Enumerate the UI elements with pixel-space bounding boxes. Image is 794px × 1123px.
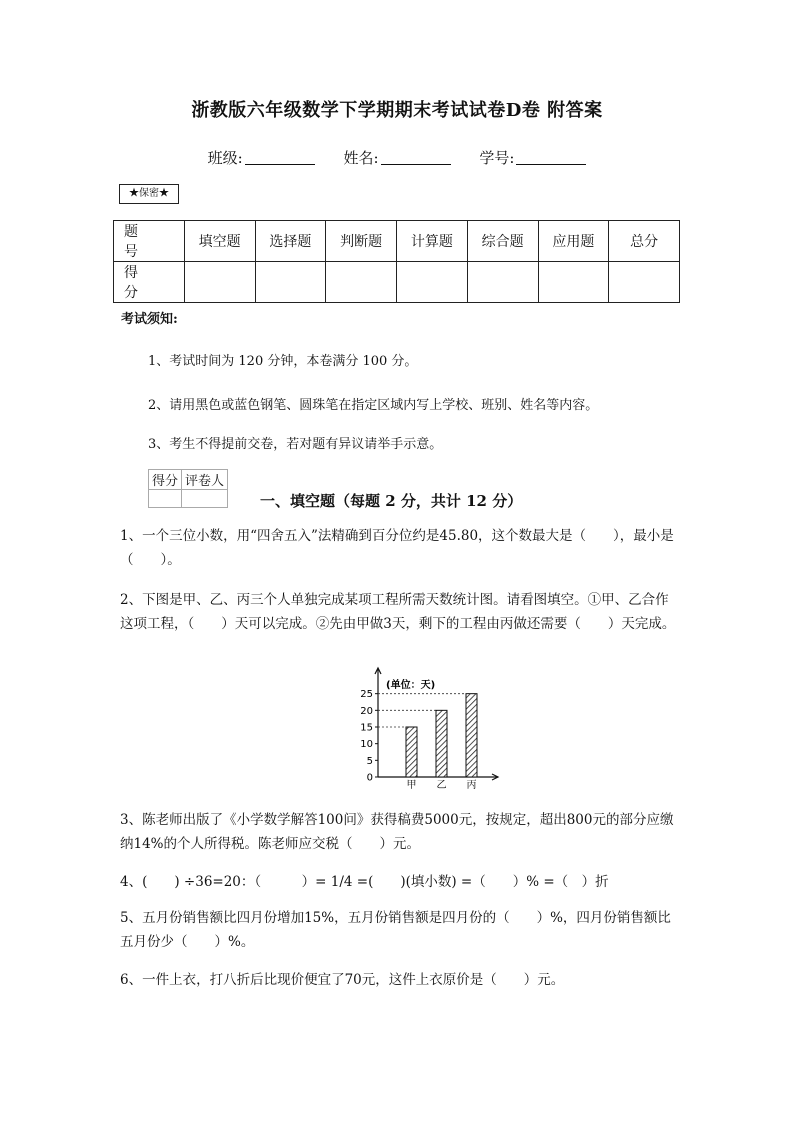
grader-reviewer-cell[interactable]: [182, 490, 228, 508]
score-table-score-row: [114, 262, 680, 303]
notice-item: 3、考生不得提前交卷，若对题有异议请举手示意。: [148, 437, 443, 452]
grader-score-cell[interactable]: [149, 490, 182, 508]
score-header-cell: 总分: [609, 221, 680, 262]
score-header-cell: 判断题: [326, 221, 397, 262]
grader-score-label: 得分: [149, 470, 182, 490]
days-bar-chart: [340, 665, 510, 795]
score-header-cell: 题 号: [114, 221, 185, 262]
grader-box: [148, 469, 228, 508]
bar-乙: [436, 710, 447, 777]
score-cell[interactable]: [538, 262, 609, 303]
x-tick-label: 甲: [406, 780, 417, 791]
question-6: 6、一件上衣，打八折后比现价便宜了70元，这件上衣原价是（ ）元。: [120, 972, 565, 988]
x-tick-label: 丙: [466, 780, 477, 791]
id-label: 学号:: [479, 149, 515, 167]
score-cell[interactable]: [467, 262, 538, 303]
notice-heading: 考试须知:: [121, 312, 178, 327]
y-tick-label: 20: [360, 705, 373, 717]
score-header-cell: 选择题: [255, 221, 326, 262]
question-4: 4、( ) ÷36=20：（ ）= 1/4 =( )(填小数) =（ ）% =（ ）折: [120, 874, 609, 890]
name-field: [343, 147, 450, 168]
y-tick-label: 10: [360, 739, 373, 751]
exam-title: 浙教版六年级数学下学期期末考试试卷D卷 附答案: [191, 100, 603, 121]
y-tick-label: 5: [366, 755, 373, 767]
section-title: 一、填空题（每题 2 分，共计 12 分）: [260, 492, 523, 510]
chart-title: (单位：天): [386, 680, 436, 691]
score-header-cell: 应用题: [538, 221, 609, 262]
score-cell[interactable]: [397, 262, 468, 303]
grader-reviewer-label: 评卷人: [182, 470, 228, 490]
score-cell[interactable]: [326, 262, 397, 303]
name-blank[interactable]: [381, 164, 451, 165]
class-label: 班级:: [207, 149, 243, 167]
notice-item: 2、请用黑色或蓝色钢笔、圆珠笔在指定区域内写上学校、班别、姓名等内容。: [148, 398, 599, 413]
score-cell[interactable]: [609, 262, 680, 303]
question-1: 1、一个三位小数，用“四舍五入”法精确到百分位约是45.80，这个数最大是（ ），最小是（ ）。: [120, 528, 674, 568]
bar-丙: [466, 694, 477, 777]
id-field: [479, 147, 586, 168]
bar-甲: [406, 727, 417, 777]
notice-item: 1、考试时间为 120 分钟，本卷满分 100 分。: [148, 354, 418, 369]
score-table: [113, 220, 680, 303]
name-label: 姓名:: [343, 149, 379, 167]
score-row-label: 得 分: [114, 262, 185, 303]
question-2: 2、下图是甲、乙、丙三个人单独完成某项工程所需天数统计图。请看图填空。①甲、乙合作这项工程，（ ）天可以完成。②先由甲做3天，剩下的工程由丙做还需要（ ）天完成。: [120, 592, 676, 632]
class-blank[interactable]: [245, 164, 315, 165]
y-tick-label: 25: [360, 689, 373, 701]
score-cell[interactable]: [184, 262, 255, 303]
student-info: [0, 147, 794, 168]
class-field: [208, 147, 315, 168]
score-header-cell: 计算题: [397, 221, 468, 262]
score-header-cell: 填空题: [184, 221, 255, 262]
id-blank[interactable]: [516, 164, 586, 165]
question-3: 3、陈老师出版了《小学数学解答100问》获得稿费5000元，按规定，超出800元的部分应缴纳14%的个人所得税。陈老师应交税（ ）元。: [120, 812, 674, 852]
score-header-cell: 综合题: [467, 221, 538, 262]
confidential-badge: ★保密★: [119, 184, 179, 204]
y-tick-label: 0: [366, 772, 373, 784]
score-cell[interactable]: [255, 262, 326, 303]
x-tick-label: 乙: [436, 780, 447, 791]
question-5: 5、五月份销售额比四月份增加15%，五月份销售额是四月份的（ ）%，四月份销售额比五月份少（ ）%。: [120, 910, 671, 950]
y-tick-label: 15: [360, 722, 373, 734]
score-table-header-row: [114, 221, 680, 262]
